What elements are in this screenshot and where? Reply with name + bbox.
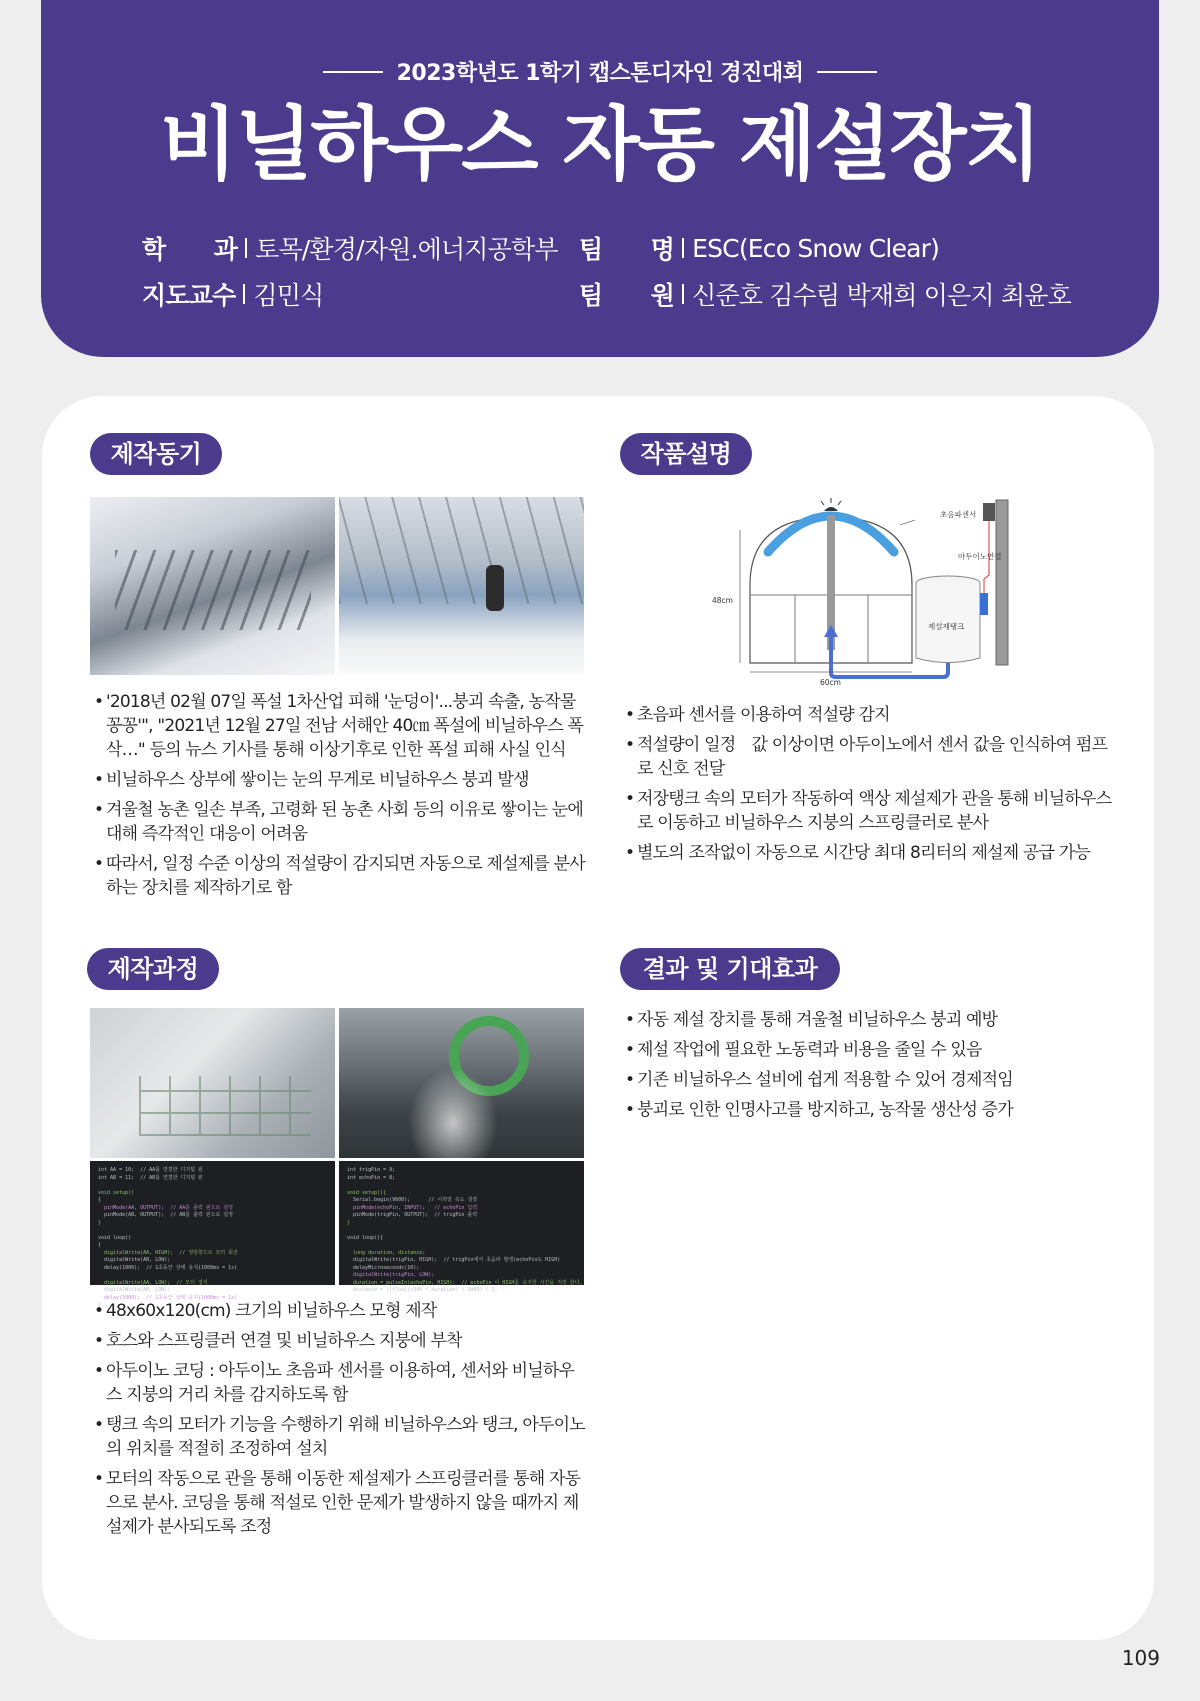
list-item: • 호스와 스프링클러 연결 및 비닐하우스 지붕에 부착 [94,1329,588,1353]
code-line: delay(1000); // 1초동안 상태 유지(1000ms = 1s) [98,1294,238,1301]
list-item: • 모터의 작동으로 관을 통해 이동한 제설제가 스프링클러를 통해 자동으로 분사. 코딩을 통해 적설로 인한 문제가 발생하지 않을 때까지 제설제가 분사되도록 조정 [94,1467,588,1539]
separator [245,238,247,258]
page-title: 비닐하우스 자동 제설장치 [160,98,1040,191]
code-line: int AB = 11; // AB를 연결한 디지털 핀 [98,1174,203,1181]
code-line: duration = pulseIn(echoPin, HIGH); // echoPin 이 HIGH를 유지한 시간을 저장 한다. [347,1279,583,1286]
code-line: digitalWrite(AA, LOW); // 모터 정지 [98,1279,208,1286]
list-item: • 적설량이 일정 값 이상이면 아두이노에서 센서 값을 인식하여 펌프로 신호 전달 [625,733,1119,781]
subtitle-rule-left [323,71,383,73]
code-line: digitalWrite(trigPin, LOW); [347,1272,435,1278]
code-line: delayMicroseconds(10); [347,1264,420,1271]
arduino-module [980,593,988,615]
code-line: } [347,1219,351,1226]
code-line: long duration, distance; [347,1249,426,1256]
team-name-label: 팀 명 [579,235,675,264]
code-line: digitalWrite(AB, LOW); [98,1257,171,1263]
team-name-value: ESC(Eco Snow Clear) [692,233,940,263]
description-list [625,703,1119,871]
code-line: void loop() [98,1234,132,1241]
subtitle-text: 2023학년도 1학기 캡스톤디자인 경진대회 [396,61,804,86]
list-item: • 저장탱크 속의 모터가 작동하여 액상 제설제가 관을 통해 비닐하우스로 이동하고 비닐하우스 지붕의 스프링클러로 분사 [625,787,1119,835]
motor-code-screenshot [90,1161,335,1308]
list-item: • 탱크 속의 모터가 기능을 수행하기 위해 비닐하우스와 탱크, 아두이노의 위치를 적절히 조정하여 설치 [94,1413,588,1461]
list-item: • 제설 작업에 필요한 노동력과 비용을 줄일 수 있음 [625,1038,1119,1062]
results-heading: 결과 및 기대효과 [620,948,840,990]
members-label: 팀 원 [579,281,675,310]
code-line: pinMode(AB, OUTPUT); // AB를 출력 핀으로 설정 [98,1212,233,1218]
list-item: • 기존 비닐하우스 설비에 쉽게 적용할 수 있어 경제적임 [625,1068,1119,1092]
motivation-heading: 제작동기 [90,433,222,475]
code-line: pinMode(trigPin, OUTPUT); // trigPin 출력 [347,1212,478,1218]
arduino-label: 아두이노연결 [958,552,1002,561]
snow-collapsed-greenhouse-photo [90,497,335,675]
code-line [347,1182,576,1190]
code-line [98,1182,327,1190]
code-line: } [98,1302,102,1308]
results-list [625,1008,1119,1128]
code-line: distance = ((float)(340 * duration) / 1000) / 2; [347,1287,498,1293]
advisor-info [142,276,323,312]
code-line: pinMode(echoPin, INPUT); // echoPin 입력 [347,1204,478,1211]
snow-greenhouse-interior-photo [339,497,584,675]
code-line: digitalWrite(AA, HIGH); // 정방향으로 모터 회전 [98,1249,238,1256]
list-item: • 별도의 조작없이 자동으로 시간당 최대 8리터의 제설제 공급 가능 [625,841,1119,865]
code-line: int AA = 10; // AA를 연결한 디지털 핀 [98,1167,203,1173]
ultrasonic-sensor [983,503,995,521]
department-info [142,230,558,266]
code-line: int echoPin = 8; [347,1174,396,1181]
list-item: • 붕괴로 인한 인명사고를 방지하고, 농작물 생산성 증가 [625,1098,1119,1122]
code-line: void loop(){ [347,1234,384,1241]
code-line [98,1227,327,1235]
code-line: int trigPin = 9; [347,1167,396,1173]
list-item: • 비닐하우스 상부에 쌓이는 눈의 무게로 비닐하우스 붕괴 발생 [94,768,588,792]
code-line: void setup(){ [347,1189,387,1196]
page-number: 109 [1121,1646,1160,1670]
code-line [98,1272,327,1280]
device-diagram [700,495,1020,690]
students-building-model-photo [90,1008,335,1158]
list-item: • 48x60x120(cm) 크기의 비닐하우스 모형 제작 [94,1299,588,1323]
code-line: digitalWrite(trigPin, HIGH); // trigPin에서 초음파 발생(echoPin도 HIGH) [347,1257,561,1263]
code-line: pinMode(AA, OUTPUT); // AA를 출력 핀으로 설정 [98,1204,233,1211]
department-label: 학 과 [142,235,238,264]
separator [682,238,684,258]
width-label: 60cm [820,678,841,687]
height-label: 48cm [712,596,733,605]
code-line: } [98,1219,102,1226]
members-info [579,276,1071,312]
list-item: • 자동 제설 장치를 통해 겨울철 비닐하우스 붕괴 예방 [625,1008,1119,1032]
code-line: { [98,1242,102,1248]
sensor-label: 초음파센서 [940,510,977,519]
code-line: Serial.begin(9600); // 시리얼 속도 설정 [347,1197,478,1203]
team-name-info [579,230,939,266]
code-line: delay(1000); // 1초동안 상태 유지(1000ms = 1s) [98,1264,238,1271]
list-item: • 겨울철 농촌 일손 부족, 고령화 된 농촌 사회 등의 이유로 쌓이는 눈에 대해 즉각적인 대응이 어려움 [94,798,588,846]
separator [682,284,684,304]
code-line [347,1242,576,1250]
list-item: • 아두이노 코딩 : 아두이노 초음파 센서를 이용하여, 센서와 비닐하우스 지붕의 거리 차를 감지하도록 함 [94,1359,588,1407]
motivation-list [94,690,588,906]
code-line: void setup() [98,1189,135,1196]
department-value: 토목/환경/자원.에너지공학부 [255,235,558,264]
sensor-code-screenshot [339,1161,584,1293]
list-item: • '2018년 02월 07일 폭설 1차산업 피해 '눈덩이'...붕괴 속출, 농작물 꽁꽁'", "2021년 12월 27일 전남 서해안 40㎝ 폭설에 비닐하우스 폭삭…" 등의 뉴스 기사를 통해 이상기후로 인한 폭설 피해 사실 인식 [94,690,588,762]
tank-label: 제설제탱크 [928,622,965,631]
description-heading: 작품설명 [620,433,752,475]
process-heading: 제작과정 [87,948,219,990]
code-line [347,1227,576,1235]
code-line: digitalWrite(AB, LOW); [98,1287,171,1293]
sprinkler-spraying-photo [339,1008,584,1158]
list-item: • 따라서, 일정 수준 이상의 적설량이 감지되면 자동으로 제설제를 분사하는 장치를 제작하기로 함 [94,852,588,900]
separator [243,284,245,304]
sensor-light-icon [821,498,841,511]
header-banner [41,0,1159,357]
subtitle-rule-right [817,71,877,73]
flow-arrow-icon [824,625,838,637]
mount-post [996,500,1008,665]
members-value: 신준호 김수림 박재희 이은지 최윤호 [692,281,1071,310]
process-list [94,1299,588,1545]
advisor-label: 지도교수 [142,281,236,310]
list-item: • 초음파 센서를 이용하여 적설량 감지 [625,703,1119,727]
sensor-label-leader [900,520,915,525]
advisor-value: 김민식 [253,281,324,310]
competition-subtitle [41,56,1159,87]
code-line: { [98,1197,102,1203]
